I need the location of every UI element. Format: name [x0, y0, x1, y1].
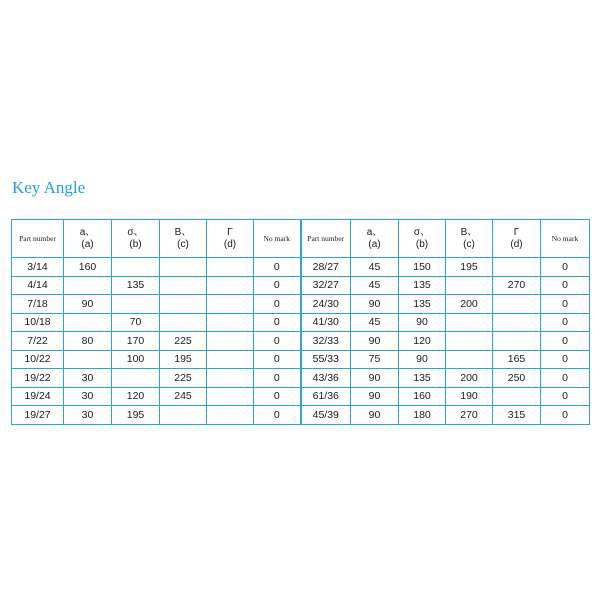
table-cell: 45 — [351, 276, 399, 295]
column-header-sub-label: (d) — [223, 238, 237, 250]
table-cell: 270 — [493, 276, 541, 295]
table-cell: 19/27 — [12, 406, 64, 425]
table-cell — [160, 406, 207, 425]
column-header-sub-label: (a) — [368, 238, 381, 250]
table-cell — [446, 276, 493, 295]
table-cell — [160, 313, 207, 332]
table-cell: 10/18 — [12, 313, 64, 332]
table-cell: 7/22 — [12, 332, 64, 351]
column-header — [12, 220, 64, 258]
table-cell: 0 — [541, 387, 590, 406]
table-cell: 90 — [351, 369, 399, 388]
column-header-sub-label: (d) — [510, 238, 523, 250]
table-cell: 75 — [351, 350, 399, 369]
table-cell: 24/30 — [301, 295, 351, 314]
table-header-row — [12, 220, 590, 258]
column-header — [351, 220, 399, 258]
table-cell — [207, 387, 254, 406]
table-cell: 0 — [254, 387, 301, 406]
table-cell — [112, 258, 160, 277]
table-cell — [493, 313, 541, 332]
column-header — [541, 220, 590, 258]
table-cell: 315 — [493, 406, 541, 425]
table-cell: 270 — [446, 406, 493, 425]
column-header-label: Γ — [513, 226, 520, 238]
column-header-label: a、 — [366, 226, 383, 238]
table-cell: 19/24 — [12, 387, 64, 406]
table-cell — [207, 369, 254, 388]
column-header-label: B、 — [460, 226, 478, 238]
column-header-label: No mark — [551, 233, 579, 243]
column-header-label: Γ — [227, 226, 233, 238]
table-cell: 135 — [399, 276, 446, 295]
table-cell: 32/33 — [301, 332, 351, 351]
table-cell: 0 — [541, 369, 590, 388]
table-cell: 0 — [541, 406, 590, 425]
column-header — [160, 220, 207, 258]
table-cell — [493, 295, 541, 314]
table-cell: 0 — [541, 332, 590, 351]
column-header — [446, 220, 493, 258]
table-cell: 135 — [112, 276, 160, 295]
column-header — [207, 220, 254, 258]
column-header-label: a、 — [79, 226, 96, 238]
table-cell — [207, 258, 254, 277]
column-header-label: Part number — [19, 233, 56, 243]
table-cell: 90 — [399, 350, 446, 369]
table-cell — [112, 369, 160, 388]
column-header-sub-label: (b) — [415, 238, 429, 250]
table-row — [12, 332, 590, 351]
table-cell — [64, 276, 112, 295]
column-header-label: Part number — [307, 233, 345, 243]
column-header — [399, 220, 446, 258]
table-cell: 90 — [399, 313, 446, 332]
table-body — [12, 258, 590, 425]
table-cell: 120 — [112, 387, 160, 406]
page-title: Key Angle — [12, 178, 86, 197]
table-cell: 45/39 — [301, 406, 351, 425]
table-cell: 150 — [399, 258, 446, 277]
table-cell: 61/36 — [301, 387, 351, 406]
table-cell: 90 — [351, 387, 399, 406]
table-cell — [160, 258, 207, 277]
table-cell: 90 — [351, 295, 399, 314]
column-header — [254, 220, 301, 258]
table-cell: 225 — [160, 369, 207, 388]
table-cell: 165 — [493, 350, 541, 369]
table-cell — [493, 258, 541, 277]
table-cell: 0 — [254, 332, 301, 351]
table-row — [12, 295, 590, 314]
column-header — [301, 220, 351, 258]
table-cell: 0 — [254, 369, 301, 388]
table-row — [12, 369, 590, 388]
table-cell: 225 — [160, 332, 207, 351]
table-cell: 0 — [254, 350, 301, 369]
table-cell: 30 — [64, 387, 112, 406]
table-cell: 0 — [254, 313, 301, 332]
table-cell — [446, 332, 493, 351]
table-cell: 90 — [351, 406, 399, 425]
table-cell: 245 — [160, 387, 207, 406]
table-cell: 195 — [160, 350, 207, 369]
table-cell: 0 — [541, 258, 590, 277]
table-row — [12, 313, 590, 332]
table-cell: 0 — [254, 258, 301, 277]
table-cell — [112, 295, 160, 314]
column-header-label: No mark — [263, 233, 290, 243]
table-cell: 0 — [254, 295, 301, 314]
table-cell: 160 — [399, 387, 446, 406]
column-header — [493, 220, 541, 258]
table-cell — [446, 313, 493, 332]
table-cell: 195 — [446, 258, 493, 277]
table-cell — [207, 406, 254, 425]
table-cell: 55/33 — [301, 350, 351, 369]
table-cell: 135 — [399, 295, 446, 314]
table-cell: 30 — [64, 406, 112, 425]
table-row — [12, 276, 590, 295]
table-cell: 28/27 — [301, 258, 351, 277]
table-cell: 30 — [64, 369, 112, 388]
table-cell: 70 — [112, 313, 160, 332]
table-cell: 0 — [541, 313, 590, 332]
table-cell: 180 — [399, 406, 446, 425]
table-cell — [207, 350, 254, 369]
table-cell — [446, 350, 493, 369]
column-header-sub-label: (b) — [129, 238, 142, 250]
table-cell: 80 — [64, 332, 112, 351]
table-cell: 45 — [351, 258, 399, 277]
column-header-sub-label: (c) — [463, 238, 475, 250]
table-cell: 32/27 — [301, 276, 351, 295]
table-cell — [160, 295, 207, 314]
table-cell: 41/30 — [301, 313, 351, 332]
table-row — [12, 406, 590, 425]
table-cell — [207, 332, 254, 351]
table-cell — [493, 387, 541, 406]
column-header — [112, 220, 160, 258]
table-cell: 120 — [399, 332, 446, 351]
table-cell: 200 — [446, 295, 493, 314]
column-header-sub-label: (a) — [81, 238, 94, 250]
table-cell: 3/14 — [12, 258, 64, 277]
table-cell — [207, 276, 254, 295]
column-header-label: σ、 — [127, 226, 144, 238]
column-header-sub-label: (c) — [177, 238, 189, 250]
table-cell: 195 — [112, 406, 160, 425]
table-cell: 160 — [64, 258, 112, 277]
table-row — [12, 258, 590, 277]
table-cell: 135 — [399, 369, 446, 388]
column-header-label: σ、 — [413, 226, 431, 238]
table-cell: 190 — [446, 387, 493, 406]
table-cell — [207, 313, 254, 332]
table-cell — [64, 350, 112, 369]
table-cell: 90 — [64, 295, 112, 314]
table-cell: 170 — [112, 332, 160, 351]
table-cell: 0 — [541, 295, 590, 314]
column-header-label: B、 — [174, 226, 192, 238]
table-cell: 100 — [112, 350, 160, 369]
table-cell: 0 — [541, 276, 590, 295]
table-cell: 0 — [254, 276, 301, 295]
table-cell: 10/22 — [12, 350, 64, 369]
table-cell — [64, 313, 112, 332]
table-cell — [493, 332, 541, 351]
table-cell: 90 — [351, 332, 399, 351]
key-angle-table — [11, 219, 590, 425]
table-cell: 4/14 — [12, 276, 64, 295]
table-cell: 250 — [493, 369, 541, 388]
table-cell: 0 — [541, 350, 590, 369]
table-cell: 19/22 — [12, 369, 64, 388]
table-cell — [207, 295, 254, 314]
table-cell: 200 — [446, 369, 493, 388]
table-row — [12, 350, 590, 369]
table-cell: 0 — [254, 406, 301, 425]
column-header — [64, 220, 112, 258]
table-cell — [160, 276, 207, 295]
table-row — [12, 387, 590, 406]
table-cell: 45 — [351, 313, 399, 332]
table-cell: 43/36 — [301, 369, 351, 388]
table-cell: 7/18 — [12, 295, 64, 314]
